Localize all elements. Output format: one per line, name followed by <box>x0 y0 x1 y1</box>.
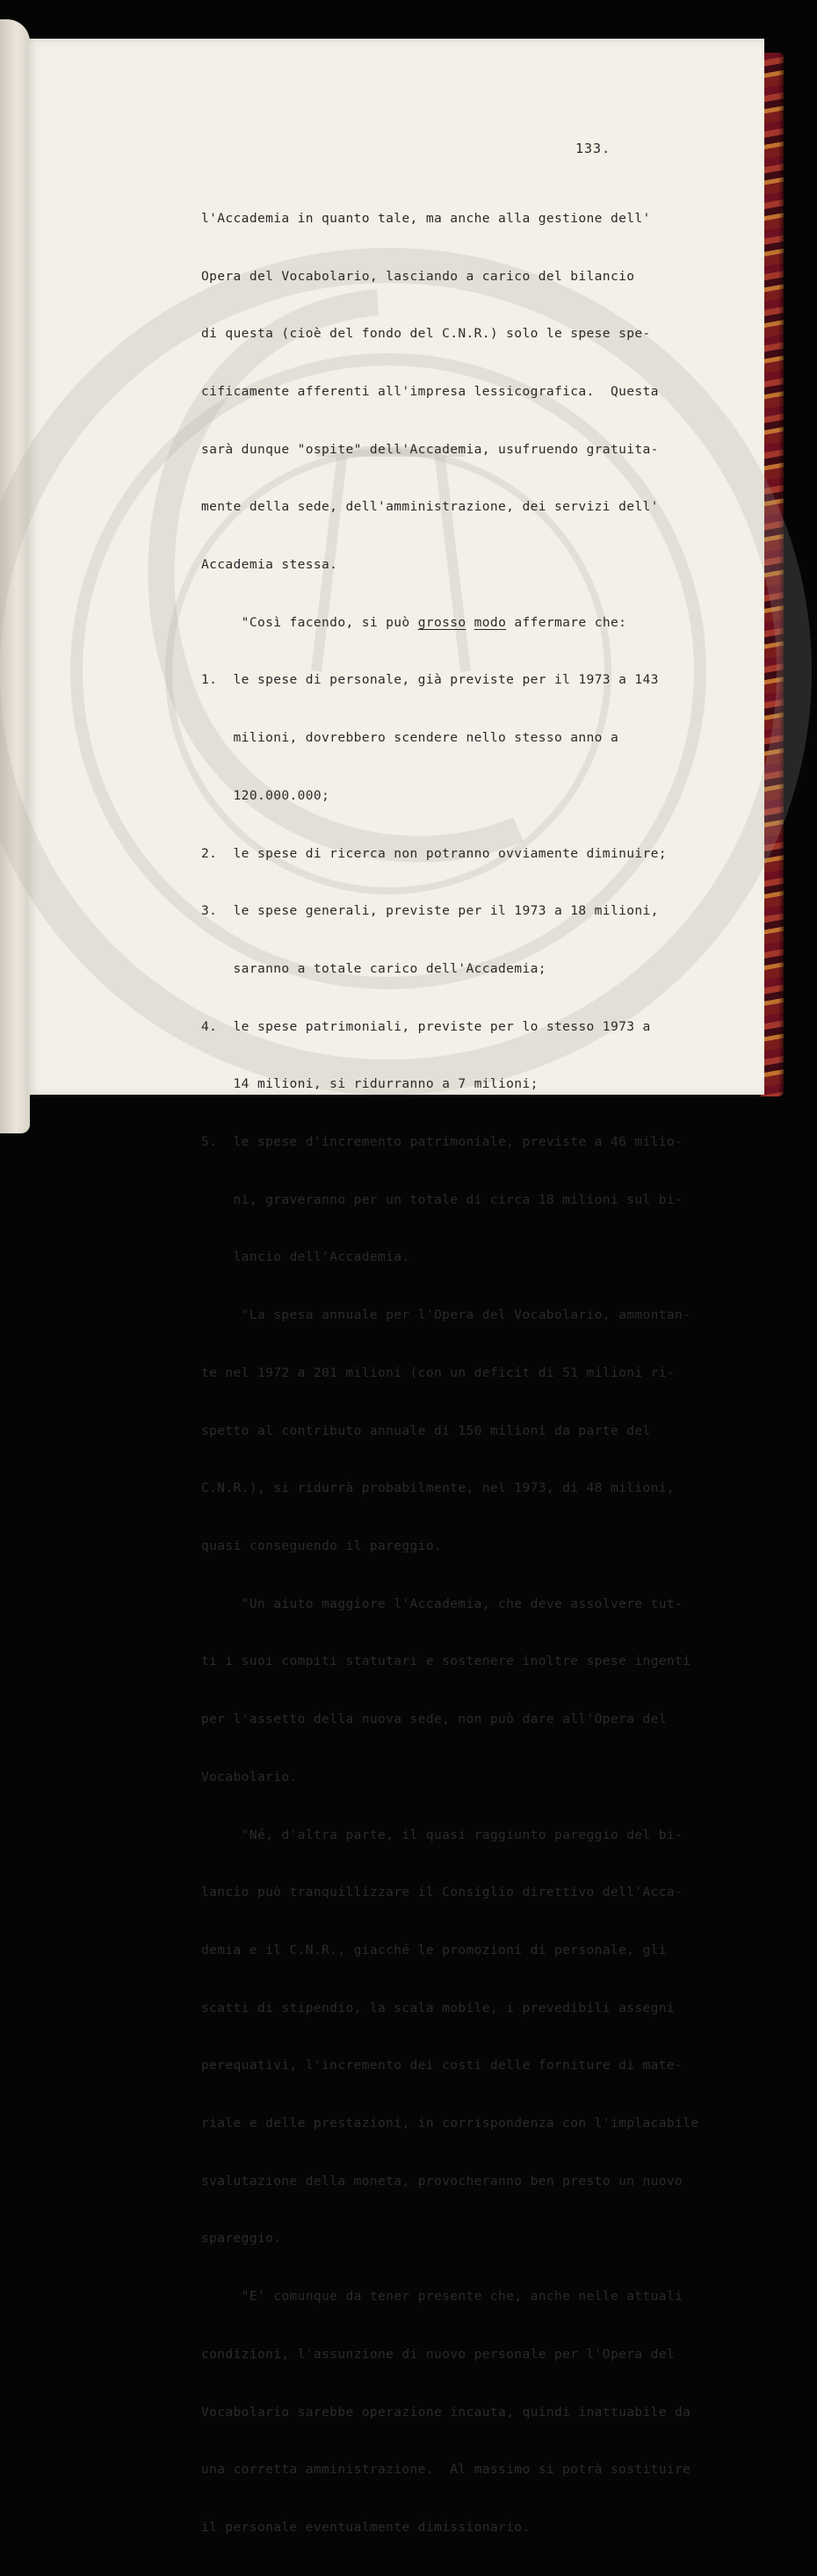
text-line: riale e delle prestazioni, in corrispondenza con l'implacabile <box>201 2116 699 2131</box>
text-line: quasi conseguendo il pareggio. <box>201 1538 443 1553</box>
text-line: "La spesa annuale per l'Opera del Vocabolario, ammontan- <box>201 1307 691 1323</box>
list-line: 4. le spese patrimoniali, previste per lo stesso 1973 a <box>201 1018 651 1034</box>
text-line: ti i suoi compiti statutari e sostenere inoltre spese ingenti <box>201 1653 691 1669</box>
text-line: l'Accademia in quanto tale, ma anche alla gestione dell' <box>201 210 651 226</box>
text-line: una corretta amministrazione. Al massimo si potrà sostituire <box>201 2462 691 2478</box>
text-line: perequativi, l'incremento dei costi delle forniture di mate- <box>201 2058 683 2073</box>
page-number: 133. <box>575 141 611 156</box>
text-line: condizioni, l'assunzione di nuovo personale per l'Opera del <box>201 2346 676 2362</box>
underlined-word: grosso <box>417 614 466 630</box>
text-line: sarà dunque "ospite" dell'Accademia, usufruendo gratuita- <box>201 441 659 457</box>
list-line: 120.000.000; <box>201 787 330 803</box>
text-line: te nel 1972 a 201 milioni (con un deficit di 51 milioni ri- <box>201 1364 676 1380</box>
list-line: 2. le spese di ricerca non potranno ovviamente diminuire; <box>201 845 667 861</box>
quote-intro-start: "Così facendo, si può <box>201 614 418 630</box>
document-page <box>26 39 764 2535</box>
text-line: "E' comunque da tener presente che, anche nelle attuali <box>201 2289 683 2305</box>
text-line: spetto al contributo annuale di 150 milioni da parte del <box>201 1422 651 1438</box>
list-line: ni, graveranno per un totale di circa 18 milioni sul bi- <box>201 1191 683 1207</box>
text-line: "Un aiuto maggiore l'Accademia, che deve assolvere tut- <box>201 1596 683 1611</box>
text-line: mente della sede, dell'amministrazione, dei servizi dell' <box>201 499 659 515</box>
text-line: scatti di stipendio, la scala mobile, i prevedibili assegni <box>201 2000 676 2015</box>
text-line: di questa (cioè del fondo del C.N.R.) solo le spese spe- <box>201 326 651 342</box>
quote-intro-line <box>201 613 737 633</box>
underlined-word: modo <box>474 614 507 630</box>
text-line: spareggio. <box>201 2231 282 2247</box>
text-line: svalutazione della moneta, provocheranno ben presto un nuovo <box>201 2173 683 2189</box>
text-line: demia e il C.N.R., giacché le promozioni di personale, gli <box>201 1942 667 1957</box>
list-line: saranno a totale carico dell'Accademia; <box>201 960 546 976</box>
document-body <box>201 170 737 2576</box>
list-line: milioni, dovrebbero scendere nello stesso anno a <box>201 730 619 746</box>
text-line: Opera del Vocabolario, lasciando a carico del bilancio <box>201 268 635 284</box>
text-line: il personale eventualmente dimissionario. <box>201 2519 531 2535</box>
list-line: 14 milioni, si ridurranno a 7 milioni; <box>201 1076 539 1092</box>
text-line: C.N.R.), si ridurrà probabilmente, nel 1973, di 48 milioni, <box>201 1480 676 1496</box>
list-line: 3. le spese generali, previste per il 1973 a 18 milioni, <box>201 903 659 919</box>
text-line: "Né, d'altra parte, il quasi raggiunto pareggio del bi- <box>201 1827 683 1842</box>
list-line: 1. le spese di personale, già previste per il 1973 a 143 <box>201 672 659 688</box>
text-line: cificamente afferenti all'impresa lessicografica. Questa <box>201 383 659 399</box>
text-line: Accademia stessa. <box>201 557 338 573</box>
text-line: Vocabolario. <box>201 1769 298 1784</box>
list-line: lancio dell'Accademia. <box>201 1249 410 1265</box>
space <box>466 615 474 630</box>
text-line: Vocabolario sarebbe operazione incauta, quindi inattuabile da <box>201 2404 691 2420</box>
quote-intro-end: affermare che: <box>506 614 627 630</box>
list-line: 5. le spese d'incremento patrimoniale, previste a 46 milio- <box>201 1134 683 1150</box>
text-line: per l'assetto della nuova sede, non può dare all'Opera del <box>201 1711 667 1727</box>
text-line: lancio può tranquillizzare il Consiglio direttivo dell'Acca- <box>201 1885 683 1900</box>
facing-page-edge <box>0 19 30 1133</box>
